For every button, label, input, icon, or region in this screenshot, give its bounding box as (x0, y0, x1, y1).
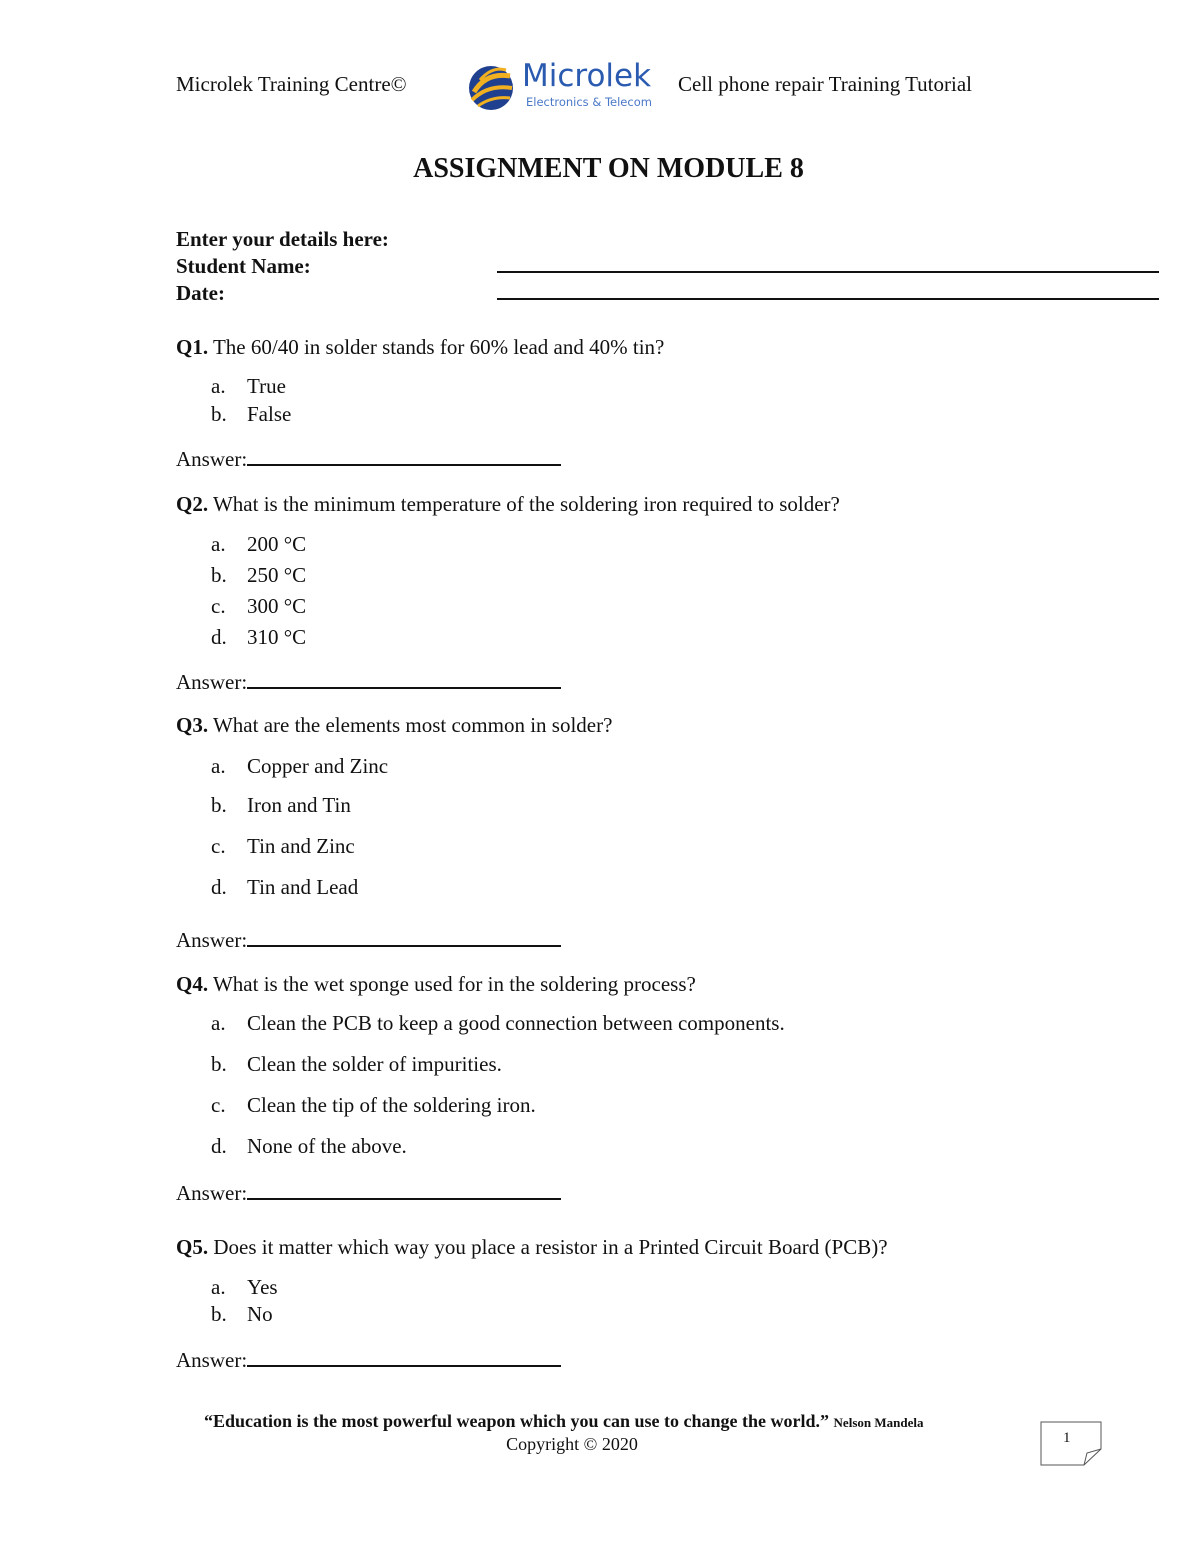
option-text: No (247, 1302, 273, 1326)
header-right-text: Cell phone repair Training Tutorial (678, 72, 972, 96)
answer-line[interactable] (247, 669, 561, 689)
details-heading: Enter your details here: (176, 227, 389, 251)
question-text: What are the elements most common in solder? (208, 713, 613, 737)
question-5 (176, 1235, 888, 1260)
option-item[interactable] (211, 1052, 502, 1077)
option-item[interactable] (211, 1134, 407, 1159)
microlek-logo (466, 58, 666, 112)
question-text: Does it matter which way you place a resistor in a Printed Circuit Board (PCB)? (208, 1235, 888, 1259)
option-item[interactable] (211, 402, 291, 427)
option-text: Tin and Lead (247, 875, 359, 899)
question-text: The 60/40 in solder stands for 60% lead and 40% tin? (208, 335, 665, 359)
answer-field-q1[interactable] (176, 446, 561, 472)
option-letter: b. (211, 793, 227, 817)
option-letter: d. (211, 875, 227, 899)
option-text: Tin and Zinc (247, 834, 355, 858)
answer-field-q2[interactable] (176, 669, 561, 695)
option-letter: a. (211, 754, 226, 778)
option-letter: b. (211, 1302, 227, 1326)
option-letter: b. (211, 402, 227, 426)
header-left-text: Microlek Training Centre© (176, 72, 407, 96)
option-item[interactable] (211, 625, 306, 650)
question-number: Q3. (176, 713, 209, 737)
option-text: False (247, 402, 292, 426)
option-text: Clean the PCB to keep a good connection between components. (247, 1011, 785, 1035)
option-letter: c. (211, 594, 226, 618)
option-letter: b. (211, 1052, 227, 1076)
copyright-text: Copyright © 2020 (506, 1434, 638, 1454)
answer-label: Answer: (176, 1348, 248, 1372)
option-item[interactable] (211, 532, 306, 557)
question-number: Q5. (176, 1235, 209, 1259)
option-text: Clean the tip of the soldering iron. (247, 1093, 536, 1117)
question-3 (176, 713, 612, 738)
question-2 (176, 492, 840, 517)
question-1 (176, 335, 664, 360)
answer-label: Answer: (176, 928, 248, 952)
option-item[interactable] (211, 594, 306, 619)
question-number: Q2. (176, 492, 209, 516)
logo-name: Microlek (522, 58, 652, 94)
option-letter: d. (211, 1134, 227, 1158)
footer-quote (204, 1411, 923, 1432)
option-item[interactable] (211, 1093, 536, 1118)
answer-line[interactable] (247, 446, 561, 466)
date-label: Date: (176, 281, 225, 305)
answer-line[interactable] (247, 1347, 561, 1367)
option-item[interactable] (211, 1302, 273, 1327)
answer-label: Answer: (176, 1181, 248, 1205)
option-item[interactable] (211, 1275, 278, 1300)
option-text: Yes (247, 1275, 278, 1299)
quote-text: “Education is the most powerful weapon which you can use to change the world.” (204, 1411, 830, 1431)
question-text: What is the wet sponge used for in the soldering process? (208, 972, 696, 996)
option-item[interactable] (211, 834, 355, 859)
option-letter: c. (211, 1093, 226, 1117)
answer-line[interactable] (247, 927, 561, 947)
option-item[interactable] (211, 1011, 785, 1036)
page-number-box-icon (1040, 1421, 1102, 1466)
option-letter: b. (211, 563, 227, 587)
option-item[interactable] (211, 754, 388, 779)
option-item[interactable] (211, 374, 286, 399)
answer-label: Answer: (176, 447, 248, 471)
answer-field-q5[interactable] (176, 1347, 561, 1373)
student-name-label: Student Name: (176, 254, 311, 278)
option-letter: a. (211, 374, 226, 398)
option-item[interactable] (211, 563, 306, 588)
option-text: True (247, 374, 286, 398)
question-number: Q4. (176, 972, 209, 996)
option-item[interactable] (211, 875, 358, 900)
logo-subtitle: Electronics & Telecom (526, 95, 652, 109)
option-text: 200 °C (247, 532, 307, 556)
quote-author: Nelson Mandela (833, 1415, 924, 1430)
question-4 (176, 972, 696, 997)
option-letter: a. (211, 532, 226, 556)
option-letter: a. (211, 1011, 226, 1035)
option-text: Copper and Zinc (247, 754, 389, 778)
option-text: 310 °C (247, 625, 307, 649)
option-letter: d. (211, 625, 227, 649)
option-text: Iron and Tin (247, 793, 351, 817)
student-name-field[interactable] (497, 271, 1159, 273)
option-text: 300 °C (247, 594, 307, 618)
answer-field-q3[interactable] (176, 927, 561, 953)
option-text: 250 °C (247, 563, 307, 587)
option-item[interactable] (211, 793, 351, 818)
option-letter: c. (211, 834, 226, 858)
page-title: ASSIGNMENT ON MODULE 8 (413, 153, 804, 184)
question-text: What is the minimum temperature of the soldering iron required to solder? (208, 492, 840, 516)
answer-field-q4[interactable] (176, 1180, 561, 1206)
date-field[interactable] (497, 298, 1159, 300)
question-number: Q1. (176, 335, 209, 359)
option-text: Clean the solder of impurities. (247, 1052, 502, 1076)
answer-label: Answer: (176, 670, 248, 694)
answer-line[interactable] (247, 1180, 561, 1200)
details-block (176, 226, 389, 307)
page-number: 1 (1063, 1430, 1071, 1446)
globe-logo-icon (466, 62, 518, 112)
option-letter: a. (211, 1275, 226, 1299)
option-text: None of the above. (247, 1134, 407, 1158)
